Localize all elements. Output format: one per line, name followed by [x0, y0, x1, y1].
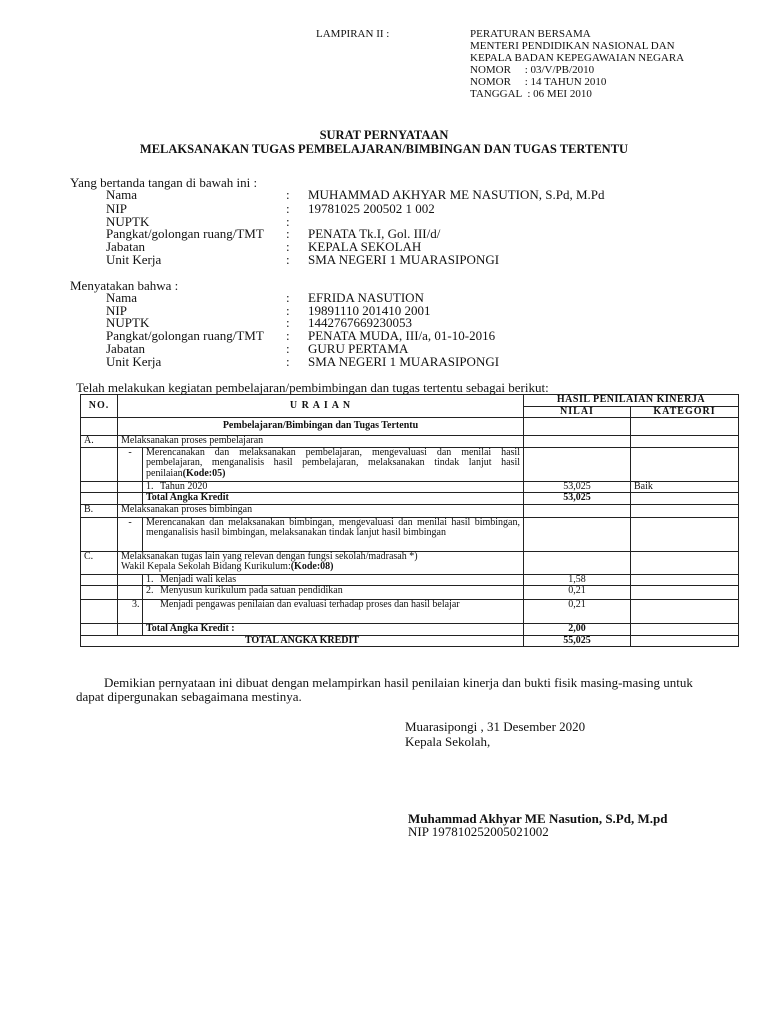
- row-description: Merencanakan dan melaksanakan pembelajaran, mengevaluasi dan menilai hasil pembelajaran, menganalisis hasil pembelajaran, melaksanakan tindak lanjut hasil penilaian(Kode:05): [143, 447, 524, 481]
- subject-nip-value: 19891110 201410 2001: [308, 303, 431, 318]
- subject-position-label: Jabatan: [106, 341, 145, 356]
- signer-nip-label: NIP: [106, 201, 127, 216]
- signer-unit-label: Unit Kerja: [106, 252, 162, 267]
- regulation-line-1: PERATURAN BERSAMA: [470, 28, 591, 40]
- row-item: 1. Menjadi wali kelas: [143, 574, 524, 586]
- row-item: 3. Menjadi pengawas penilaian dan evaluasi terhadap proses dan hasil belajar: [143, 600, 524, 624]
- table-row: [81, 600, 739, 624]
- row-total-label: Total Angka Kredit: [143, 493, 524, 505]
- table-row: [81, 418, 739, 436]
- colon: :: [286, 315, 290, 330]
- subject-name-value: EFRIDA NASUTION: [308, 290, 424, 305]
- row-item: 1. Tahun 2020: [143, 481, 524, 493]
- document-title: SURAT PERNYATAAN: [319, 128, 449, 142]
- signer-intro: Yang bertanda tangan di bawah ini :: [70, 175, 258, 190]
- colon: :: [286, 290, 290, 305]
- regulation-line-5: NOMOR : 14 TAHUN 2010: [470, 76, 607, 88]
- signer-full-name: Muhammad Akhyar ME Nasution, S.Pd, M.pd: [408, 811, 668, 826]
- colon: :: [286, 226, 290, 241]
- subject-rank-value: PENATA MUDA, III/a, 01-10-2016: [308, 328, 496, 343]
- subject-position-value: GURU PERTAMA: [308, 341, 409, 356]
- signer-nuptk-label: NUPTK: [106, 214, 150, 229]
- signer-name-label: Nama: [106, 187, 138, 202]
- signer-nip-value: 19781025 200502 1 002: [308, 201, 435, 216]
- closing-paragraph: Demikian pernyataan ini dibuat dengan melampirkan hasil penilaian kinerja dan bukti fisik masing-masing untuk dapat dipergunakan sebagaimana mestinya.: [76, 675, 693, 704]
- subject-nip-label: NIP: [106, 303, 127, 318]
- regulation-line-6: TANGGAL : 06 MEI 2010: [470, 88, 592, 100]
- colon: :: [286, 187, 290, 202]
- col-header-no: NO.: [81, 395, 118, 418]
- row-title: Melaksanakan proses pembelajaran: [118, 436, 524, 448]
- row-no: A.: [81, 436, 118, 448]
- row-title: Melaksanakan tugas lain yang relevan dengan fungsi sekolah/madrasah *) Wakil Kepala Sekolah Bidang Kurikulum:(Kode:08): [118, 551, 524, 574]
- colon: :: [286, 201, 290, 216]
- regulation-line-3: KEPALA BADAN KEPEGAWAIAN NEGARA: [470, 52, 685, 64]
- subject-nuptk-label: NUPTK: [106, 315, 150, 330]
- row-item: 2. Menyusun kurikulum pada satuan pendidikan: [143, 586, 524, 600]
- col-header-kategori: KATEGORI: [631, 406, 739, 418]
- row-total: 53,025: [524, 493, 631, 505]
- table-row: [81, 551, 739, 574]
- row-total-label: Total Angka Kredit :: [143, 624, 524, 636]
- subject-unit-value: SMA NEGERI 1 MUARASIPONGI: [308, 354, 500, 369]
- regulation-line-2: MENTERI PENDIDIKAN NASIONAL DAN: [470, 40, 675, 52]
- performance-table: [80, 394, 739, 647]
- row-dash: -: [118, 447, 143, 481]
- table-intro: Telah melakukan kegiatan pembelajaran/pembimbingan dan tugas tertentu sebagai berikut:: [76, 380, 549, 395]
- table-row: [81, 447, 739, 481]
- grand-total-value: 55,025: [524, 635, 631, 647]
- row-dash: -: [118, 517, 143, 551]
- colon: :: [286, 354, 290, 369]
- row-no: B.: [81, 504, 118, 517]
- row-total: 2,00: [524, 624, 631, 636]
- table-header-row: [81, 395, 739, 407]
- signer-rank-label: Pangkat/golongan ruang/TMT: [106, 226, 264, 241]
- subject-name-label: Nama: [106, 290, 138, 305]
- subject-intro: Menyatakan bahwa :: [70, 278, 179, 293]
- colon: :: [286, 328, 290, 343]
- col-header-hasil: HASIL PENILAIAN KINERJA: [524, 395, 739, 407]
- document-subtitle: MELAKSANAKAN TUGAS PEMBELAJARAN/BIMBINGAN DAN TUGAS TERTENTU: [139, 142, 629, 156]
- section-title: Pembelajaran/Bimbingan dan Tugas Tertentu: [118, 418, 524, 436]
- colon: :: [286, 214, 290, 229]
- subject-unit-label: Unit Kerja: [106, 354, 162, 369]
- grand-total-label: TOTAL ANGKA KREDIT: [81, 635, 524, 647]
- row-kategori: Baik: [631, 481, 739, 493]
- colon: :: [286, 239, 290, 254]
- signer-name-value: MUHAMMAD AKHYAR ME NASUTION, S.Pd, M.Pd: [308, 187, 605, 202]
- table-row: [81, 574, 739, 586]
- regulation-line-4: NOMOR : 03/V/PB/2010: [470, 64, 595, 76]
- table-row: [81, 586, 739, 600]
- table-row: [81, 517, 739, 551]
- signer-nip: NIP 197810252005021002: [408, 824, 549, 839]
- table-grand-total-row: [81, 635, 739, 647]
- row-nilai: 1,58: [524, 574, 631, 586]
- signer-rank-value: PENATA Tk.I, Gol. III/d/: [308, 226, 441, 241]
- row-nilai: 0,21: [524, 600, 631, 624]
- signer-position-value: KEPALA SEKOLAH: [308, 239, 422, 254]
- col-header-nilai: NILAI: [524, 406, 631, 418]
- colon: :: [286, 252, 290, 267]
- row-no: C.: [81, 551, 118, 574]
- signer-position-label: Jabatan: [106, 239, 145, 254]
- row-nilai: 0,21: [524, 586, 631, 600]
- signer-position: Kepala Sekolah,: [405, 734, 491, 749]
- table-row: [81, 504, 739, 517]
- col-header-uraian: U R A I A N: [118, 395, 524, 418]
- table-row: [81, 493, 739, 505]
- subject-nuptk-value: 1442767669230053: [308, 315, 412, 330]
- row-description: Merencanakan dan melaksanakan bimbingan, mengevaluasi dan menilai hasil bimbingan, menganalisis hasil bimbingan, melaksanakan tindak lanjut hasil bimbingan: [143, 517, 524, 551]
- table-row: [81, 436, 739, 448]
- colon: :: [286, 303, 290, 318]
- place-date: Muarasipongi , 31 Desember 2020: [405, 719, 586, 734]
- subject-rank-label: Pangkat/golongan ruang/TMT: [106, 328, 264, 343]
- colon: :: [286, 341, 290, 356]
- table-row: [81, 481, 739, 493]
- lampiran-label: LAMPIRAN II :: [316, 28, 390, 40]
- row-title: Melaksanakan proses bimbingan: [118, 504, 524, 517]
- row-nilai: 53,025: [524, 481, 631, 493]
- signer-unit-value: SMA NEGERI 1 MUARASIPONGI: [308, 252, 500, 267]
- table-row: [81, 624, 739, 636]
